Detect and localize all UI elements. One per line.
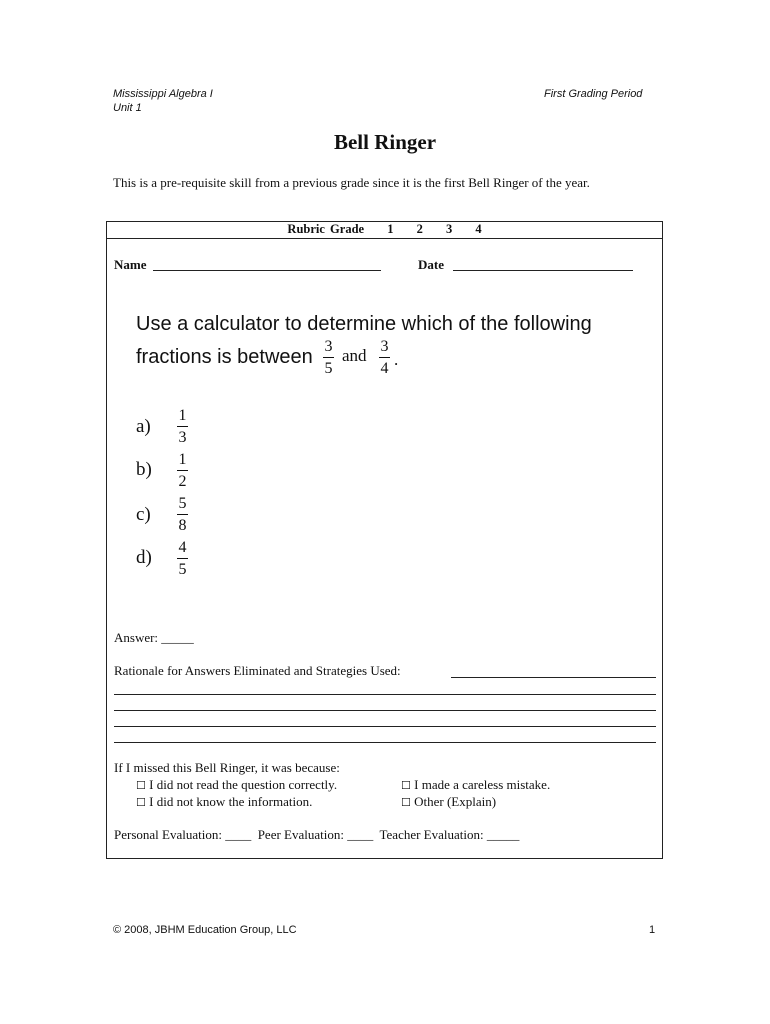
missed-choice-4[interactable] [401, 794, 496, 810]
rubric-grade [106, 222, 663, 237]
header-course: Mississippi Algebra I [113, 88, 213, 100]
frac-num: 4 [178, 539, 187, 556]
checkbox-icon[interactable]: ☐ [136, 796, 146, 809]
evaluation-line: Personal Evaluation: ____ Peer Evaluation: ____ Teacher Evaluation: _____ [114, 827, 520, 842]
rubric-grade-4: 4 [475, 222, 482, 236]
missed-choice-1[interactable] [136, 777, 337, 793]
frac-num: 1 [178, 407, 187, 424]
frac-den: 3 [178, 429, 187, 446]
option-b-fraction [177, 451, 188, 490]
fraction-3-5 [323, 338, 334, 377]
option-b-label: b) [136, 459, 152, 480]
rationale-line[interactable] [114, 742, 656, 743]
choice-label: I did not read the question correctly. [149, 777, 338, 792]
missed-choice-2[interactable] [401, 777, 550, 793]
frac-den: 8 [178, 517, 187, 534]
fraction-3-4 [379, 338, 390, 377]
frac-num: 1 [178, 451, 187, 468]
option-d-label: d) [136, 547, 152, 568]
rationale-line[interactable] [114, 694, 656, 695]
page-title: Bell Ringer [333, 130, 437, 154]
frac-num: 3 [324, 338, 333, 355]
option-d-fraction [177, 539, 188, 578]
date-field[interactable] [453, 270, 633, 271]
rationale-label: Rationale for Answers Eliminated and Strategies Used: [114, 663, 401, 678]
footer-copyright: © 2008, JBHM Education Group, LLC [113, 924, 297, 936]
option-c-fraction [177, 495, 188, 534]
name-field[interactable] [153, 270, 381, 271]
frac-den: 2 [178, 473, 187, 490]
question-line2: fractions is between [136, 346, 313, 368]
answer-label: Answer: _____ [114, 630, 194, 645]
header-unit: Unit 1 [113, 102, 142, 114]
date-label: Date [418, 257, 444, 272]
choice-label: I made a careless mistake. [414, 777, 551, 792]
rubric-label: Rubric Grade [287, 222, 365, 236]
choice-label: I did not know the information. [149, 794, 313, 809]
missed-choice-3[interactable] [136, 794, 312, 810]
checkbox-icon[interactable]: ☐ [401, 779, 411, 792]
option-c-label: c) [136, 504, 151, 525]
header-period: First Grading Period [544, 88, 643, 100]
frac-den: 5 [178, 561, 187, 578]
rationale-line[interactable] [114, 710, 656, 711]
question-line1: Use a calculator to determine which of the following [136, 313, 592, 335]
frac-num: 3 [380, 338, 389, 355]
page-number: 1 [649, 924, 656, 936]
frac-den: 4 [380, 360, 389, 377]
missed-prompt: If I missed this Bell Ringer, it was because: [114, 760, 340, 775]
frac-den: 5 [324, 360, 333, 377]
question-and: and [342, 346, 367, 365]
question-period: . [394, 350, 399, 369]
checkbox-icon[interactable]: ☐ [401, 796, 411, 809]
name-label: Name [114, 257, 147, 272]
rubric-grade-3: 3 [445, 222, 453, 236]
rubric-grade-2: 2 [416, 222, 423, 236]
rubric-row [106, 221, 663, 239]
option-a-label: a) [136, 416, 151, 437]
rationale-line[interactable] [114, 726, 656, 727]
checkbox-icon[interactable]: ☐ [136, 779, 146, 792]
rubric-grade-1: 1 [387, 222, 394, 236]
frac-num: 5 [178, 495, 187, 512]
choice-label: Other (Explain) [414, 794, 497, 809]
rationale-line[interactable] [451, 677, 656, 678]
intro-text: This is a pre-requisite skill from a previous grade since it is the first Bell Ringer of the year. [113, 175, 590, 190]
option-a-fraction [177, 407, 188, 446]
